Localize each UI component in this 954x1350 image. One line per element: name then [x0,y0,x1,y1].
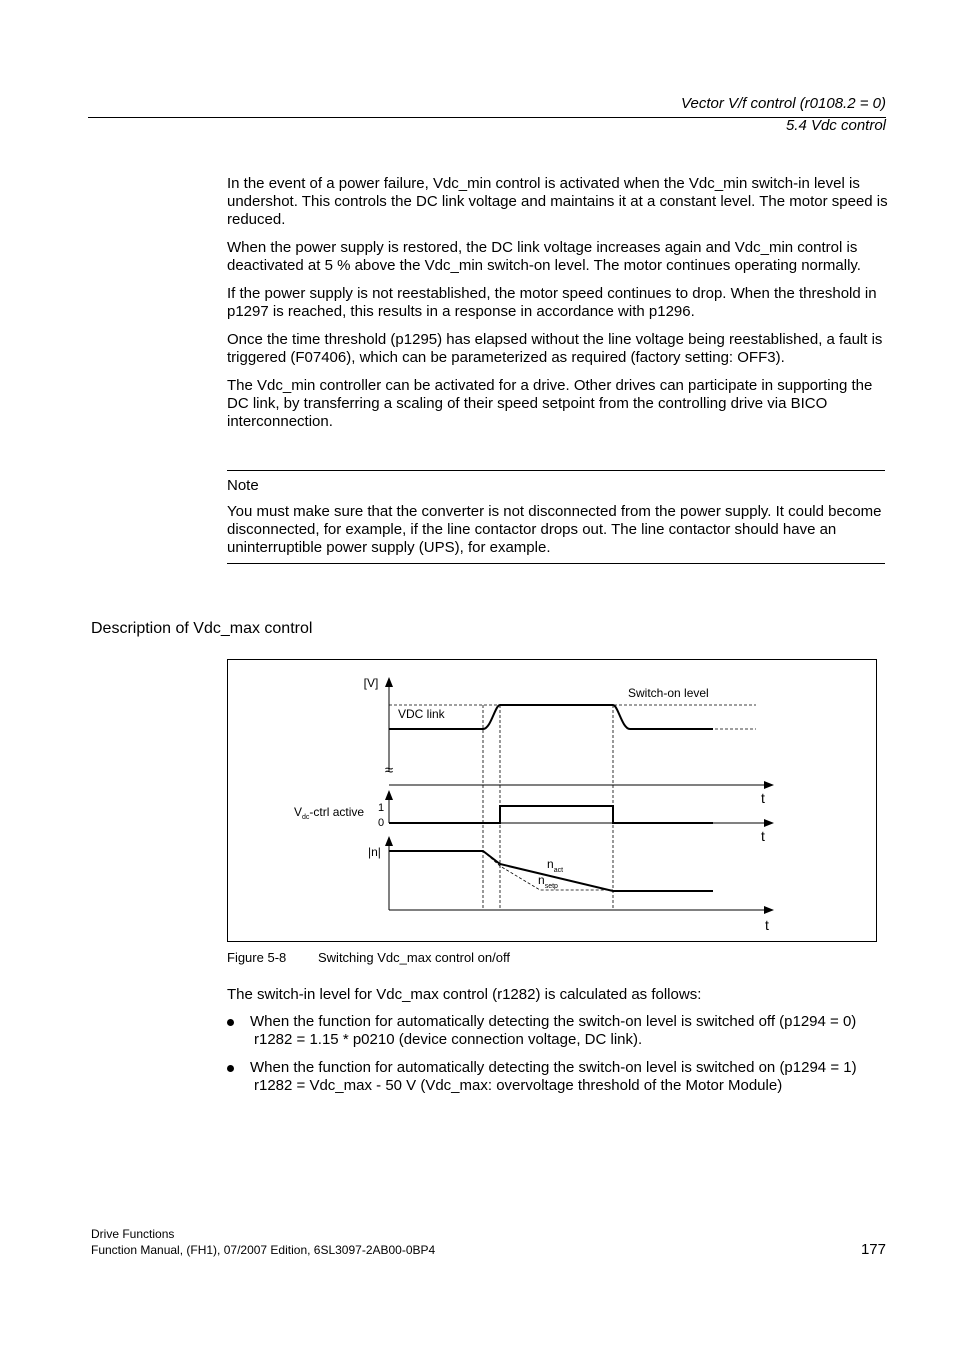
ctrl-active-waveform [389,806,713,823]
bullet-dot [227,1019,234,1026]
section-title: Description of Vdc_max control [91,620,313,637]
footer-title: Drive Functions [91,1227,175,1241]
page-number: 177 [860,1241,886,1258]
note-box [227,470,885,564]
note-title: Note [227,477,259,494]
voltage-axis-label: [V] [363,676,379,690]
bullet-formula: r1282 = 1.15 * p0210 (device connection voltage, DC link). [254,1031,643,1048]
footer-edition: Function Manual, (FH1), 07/2007 Edition, 6SL3097-2AB00-0BP4 [91,1243,436,1257]
speed-axis-label: |n| [368,845,381,859]
switch-on-level-label: Switch-on level [628,686,709,700]
nsetp-label: $n_{setp}$ [538,873,558,890]
figure-caption [227,950,510,965]
time-label-2: t [761,828,765,844]
header-section: 5.4 Vdc control [785,117,886,134]
vdc-ctrl-active-label: $V_{dc}$-ctrl active [294,805,365,821]
vdc-link-label: VDC link [398,707,445,721]
paragraph-2: When the power supply is restored, the DC link voltage increases again and Vdc_min control is deactivated at 5 % above the Vdc_min switch-on level. The motor continues operating normally. [227,239,861,274]
approx-symbol: ≈ [384,762,394,779]
paragraph-1: In the event of a power failure, Vdc_min control is activated when the Vdc_min switch-in level is undershot. This controls the DC link voltage and maintains it at a constant level. The motor speed is reduced. [227,175,888,228]
header-chapter: Vector V/f control (r0108.2 = 0) [681,95,886,112]
list-item [227,1013,887,1049]
paragraph-5: The Vdc_min controller can be activated for a drive. Other drives can participate in supporting the DC link, by transferring a scaling of their speed setpoint from the controlling drive via BICO interconnection. [227,377,873,430]
time-label-3: t [765,917,769,933]
bullet-list [227,1013,887,1105]
timing-diagram [228,660,876,941]
body-paragraphs [227,175,889,441]
nact-label: $n_{act}$ [547,857,564,874]
footer [91,1226,435,1258]
time-label-1: t [761,790,765,806]
figure-number: Figure 5-8 [227,950,287,965]
level-one-label: 1 [378,802,385,814]
header-rule [88,117,886,118]
calc-intro: The switch-in level for Vdc_max control (r1282) is calculated as follows: [227,986,702,1003]
bullet-dot [227,1065,234,1072]
bullet-text: When the function for automatically detecting the switch-on level is switched on (p1294 = 1) [250,1059,857,1076]
figure-box [227,659,877,942]
level-zero-label: 0 [378,817,385,829]
paragraph-4: Once the time threshold (p1295) has elapsed without the line voltage being reestablished, a fault is triggered (F07406), which can be parameterized as required (factory setting: OFF3). [227,331,883,366]
paragraph-3: If the power supply is not reestablished, the motor speed continues to drop. When the threshold in p1297 is reached, this results in a response in accordance with p1296. [227,285,877,320]
note-text: You must make sure that the converter is not disconnected from the power supply. It could become disconnected, for example, if the line contactor drops out. The line contactor should have an uninterruptible power supply (UPS), for example. [227,503,882,556]
list-item [227,1059,887,1095]
bullet-formula: r1282 = Vdc_max - 50 V (Vdc_max: overvoltage threshold of the Motor Module) [254,1077,783,1094]
bullet-text: When the function for automatically detecting the switch-on level is switched off (p1294 = 0) [250,1013,857,1030]
figure-title: Switching Vdc_max control on/off [318,950,510,965]
